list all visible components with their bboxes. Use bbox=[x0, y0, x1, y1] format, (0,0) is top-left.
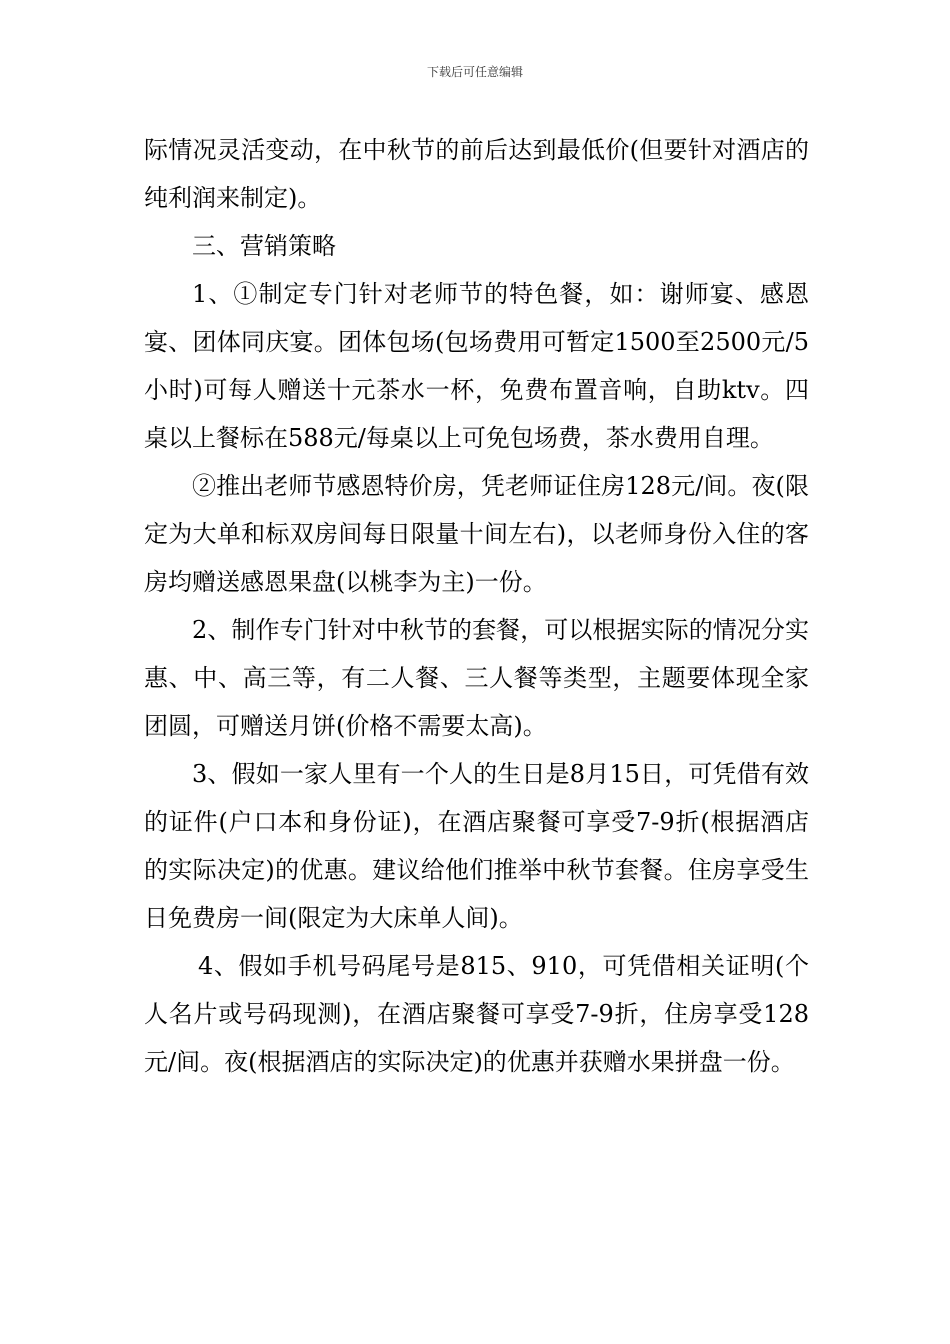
paragraph-item-2-midautumn-set-meal: 2、制作专门针对中秋节的套餐，可以根据实际的情况分实惠、中、高三等，有二人餐、三人餐等类型，主题要体现全家团圆，可赠送月饼(价格不需要太高)。 bbox=[144, 616, 809, 740]
document-body bbox=[144, 126, 809, 1086]
paragraph-item-4-phone-number-offer: 4、假如手机号码尾号是815、910，可凭借相关证明(个人名片或号码现测)，在酒店聚餐可享受7-9折，住房享受128元/间。夜(根据酒店的实际决定)的优惠并获赠水果拼盘一份。 bbox=[144, 952, 809, 1076]
paragraph-item-1-teacher-banquet: 1、①制定专门针对老师节的特色餐，如：谢师宴、感恩宴、团体同庆宴。团体包场(包场费用可暂定1500至2500元/5小时)可每人赠送十元茶水一杯，免费布置音响，自助ktv。四桌以上餐标在588元/每桌以上可免包场费，茶水费用自理。 bbox=[144, 280, 809, 452]
paragraph-pricing-continuation: 际情况灵活变动，在中秋节的前后达到最低价(但要针对酒店的纯利润来制定)。 bbox=[144, 136, 809, 212]
paragraph-item-3-birthday-offer: 3、假如一家人里有一个人的生日是8月15日，可凭借有效的证件(户口本和身份证)，在酒店聚餐可享受7-9折(根据酒店的实际决定)的优惠。建议给他们推举中秋节套餐。住房享受生日免费房一间(限定为大床单人间)。 bbox=[144, 760, 809, 932]
paragraph-item-1-teacher-room: ②推出老师节感恩特价房，凭老师证住房128元/间。夜(限定为大单和标双房间每日限量十间左右)，以老师身份入住的客房均赠送感恩果盘(以桃李为主)一份。 bbox=[144, 472, 809, 596]
page-header: 下载后可任意编辑 bbox=[426, 65, 523, 79]
section-heading-marketing-strategy: 三、营销策略 bbox=[192, 232, 336, 260]
